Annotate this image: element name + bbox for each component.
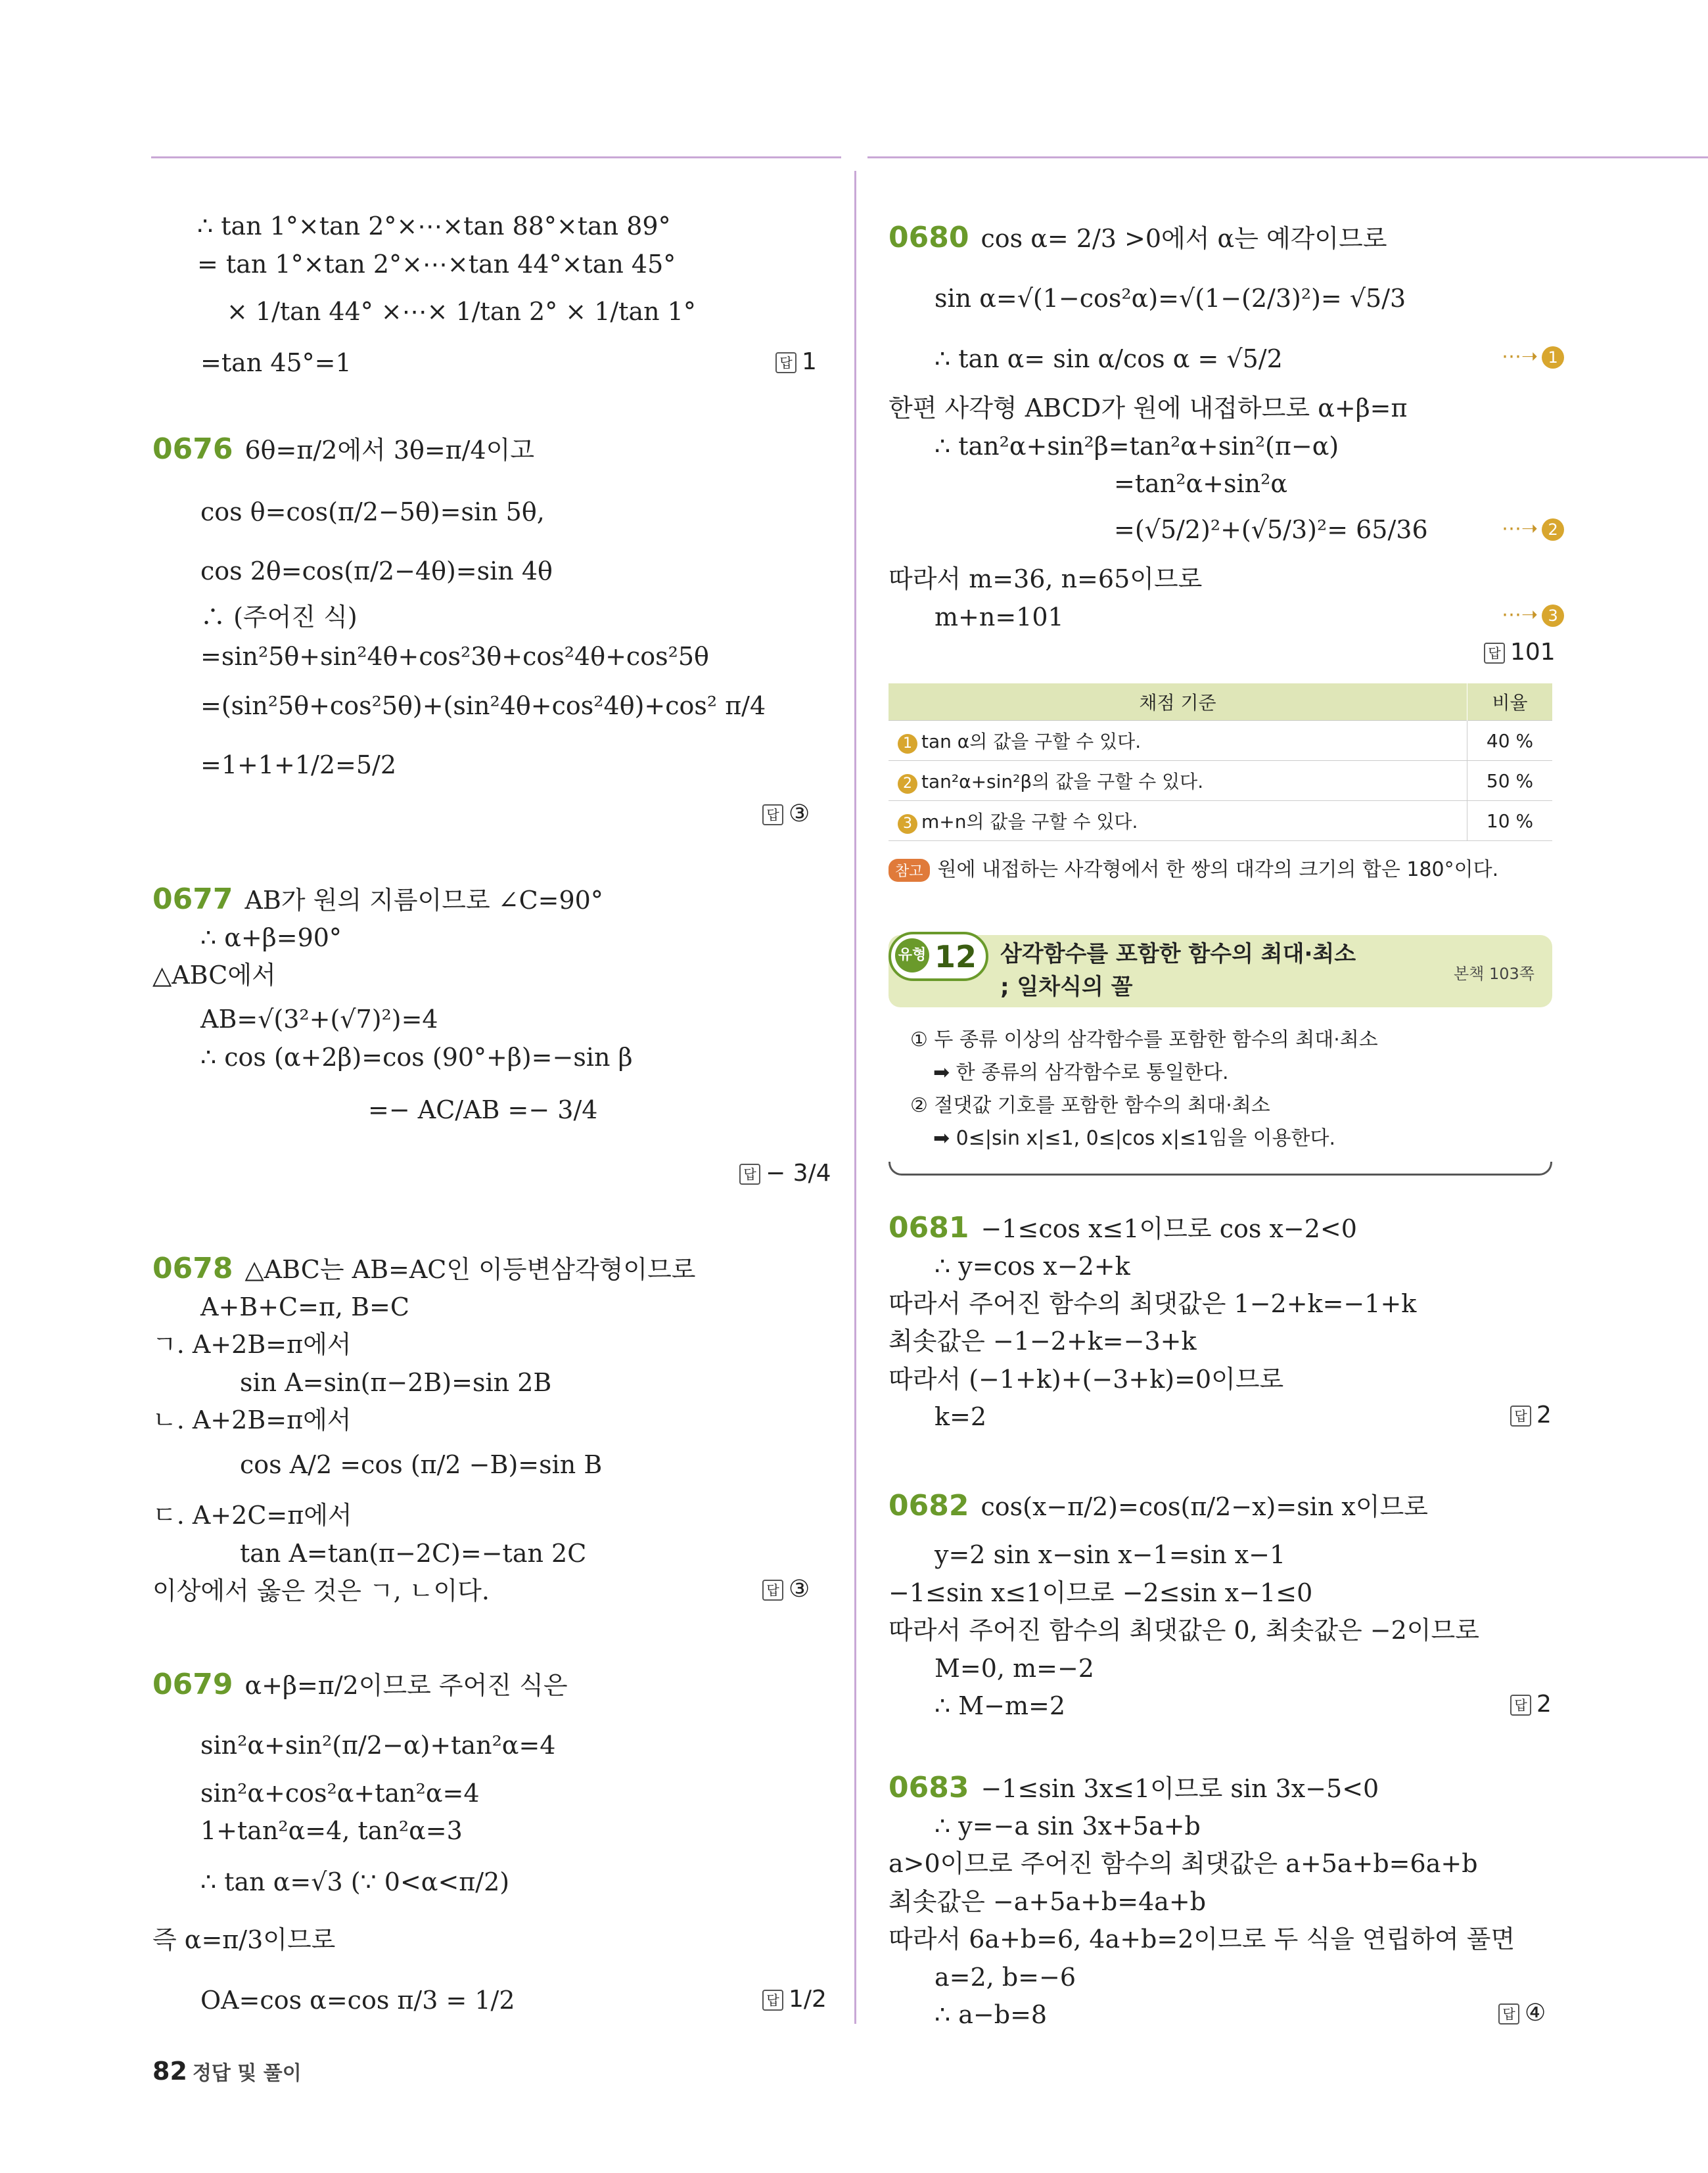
- grading-header-criteria: 채점 기준: [889, 683, 1467, 721]
- problem-number: 0678: [152, 1252, 233, 1285]
- math-line: 따라서 6a+b=6, 4a+b=2이므로 두 식을 연립하여 풀면: [889, 1925, 1515, 1954]
- math-line: ∴ α+β=90°: [200, 923, 342, 952]
- math-line: 따라서 (−1+k)+(−3+k)=0이므로: [889, 1365, 1284, 1394]
- math-line: 이상에서 옳은 것은 ㄱ, ㄴ이다.: [152, 1576, 490, 1605]
- answer-0677: 답 − 3/4: [739, 1160, 831, 1187]
- step-marker-3: ⋯➝ 3: [1502, 603, 1564, 627]
- answer-0683: 답 ④: [1498, 2000, 1546, 2026]
- type-tip-2: ➡ 한 종류의 삼각함수로 통일한다.: [933, 1061, 1229, 1084]
- step-number: 3: [898, 814, 917, 834]
- math-line: =− AC/AB =− 3/4: [368, 1095, 598, 1124]
- page-number: 82: [152, 2057, 187, 2086]
- grading-row: 2 tan²α+sin²β의 값을 구할 수 있다. 50 %: [889, 761, 1552, 801]
- answer-0682: 답 2: [1510, 1691, 1552, 1718]
- step-number: 2: [898, 774, 917, 794]
- problem-number: 0677: [152, 882, 233, 916]
- math-line: cos 2θ=cos(π/2−4θ)=sin 4θ: [200, 557, 553, 585]
- step-marker-1: ⋯➝ 1: [1502, 345, 1564, 369]
- math-line: sin α=√(1−cos²α)=√(1−(2/3)²)= √5/3: [935, 284, 1406, 313]
- math-line: 따라서 m=36, n=65이므로: [889, 564, 1203, 593]
- math-line: 따라서 주어진 함수의 최댓값은 0, 최솟값은 −2이므로: [889, 1616, 1479, 1645]
- column-divider: [854, 171, 856, 2024]
- math-line: ∴ y=cos x−2+k: [935, 1252, 1130, 1281]
- grading-header-ratio: 비율: [1467, 683, 1553, 721]
- math-line: ∴ a−b=8: [935, 2000, 1048, 2029]
- answer-0678: 답 ③: [762, 1576, 810, 1603]
- grading-row: 3 m+n의 값을 구할 수 있다. 10 %: [889, 801, 1552, 841]
- type-badge: 유형 12: [889, 932, 988, 981]
- type-title-2: ; 일차식의 꼴: [1000, 974, 1133, 1000]
- math-line: k=2: [935, 1402, 987, 1431]
- math-line: −1≤cos x≤1이므로 cos x−2<0: [981, 1214, 1357, 1243]
- math-line: ∴ y=−a sin 3x+5a+b: [935, 1812, 1201, 1841]
- math-line: =1+1+1/2=5/2: [200, 750, 397, 779]
- grading-row: 1 tan α의 값을 구할 수 있다. 40 %: [889, 721, 1552, 761]
- type-tip-3: ② 절댓값 기호를 포함한 함수의 최대·최소: [910, 1094, 1270, 1117]
- math-line: =tan²α+sin²α: [1114, 469, 1287, 498]
- math-line: △ABC에서: [152, 961, 276, 990]
- footer-title: 정답 및 풀이: [192, 2062, 302, 2085]
- math-line: ∴ (주어진 식): [200, 603, 358, 631]
- math-line: sin A=sin(π−2B)=sin 2B: [240, 1368, 552, 1397]
- math-line: ㄱ. A+2B=π에서: [152, 1330, 352, 1359]
- problem-number: 0676: [152, 432, 233, 466]
- math-line: m+n=101: [935, 603, 1064, 631]
- math-line: ∴ M−m=2: [935, 1691, 1066, 1720]
- math-line: y=2 sin x−sin x−1=sin x−1: [935, 1540, 1286, 1569]
- answer-0681: 답 2: [1510, 1402, 1552, 1429]
- math-line: ㄴ. A+2B=π에서: [152, 1406, 352, 1434]
- answer-0675: 답 1: [775, 348, 817, 375]
- answer-icon: 답: [762, 1580, 783, 1601]
- math-line: 최솟값은 −a+5a+b=4a+b: [889, 1887, 1207, 1916]
- math-line: ∴ tan 1°×tan 2°×⋯×tan 88°×tan 89°: [197, 212, 671, 240]
- math-line: α+β=π/2이므로 주어진 식은: [244, 1671, 568, 1700]
- math-line: a>0이므로 주어진 함수의 최댓값은 a+5a+b=6a+b: [889, 1849, 1478, 1878]
- math-line: tan A=tan(π−2C)=−tan 2C: [240, 1539, 587, 1568]
- math-line: a=2, b=−6: [935, 1963, 1076, 1992]
- math-line: cos(x−π/2)=cos(π/2−x)=sin x이므로: [981, 1492, 1428, 1521]
- math-line: OA=cos α=cos π/3 = 1/2: [200, 1986, 515, 2015]
- step-number: 1: [898, 734, 917, 754]
- type-reference: 본책 103쪽: [1454, 965, 1535, 983]
- page-footer: [152, 2057, 302, 2086]
- math-line: sin²α+cos²α+tan²α=4: [200, 1779, 480, 1808]
- math-line: =(√5/2)²+(√5/3)²= 65/36: [1114, 515, 1428, 544]
- answer-icon: 답: [739, 1164, 760, 1185]
- type-tip-1: ① 두 종류 이상의 삼각함수를 포함한 함수의 최대·최소: [910, 1028, 1378, 1051]
- math-line: =(sin²5θ+cos²5θ)+(sin²4θ+cos²4θ)+cos² π/4: [200, 691, 766, 720]
- math-line: = tan 1°×tan 2°×⋯×tan 44°×tan 45°: [197, 250, 676, 279]
- answer-icon: 답: [775, 352, 796, 373]
- reference-note: 참고 원에 내접하는 사각형에서 한 쌍의 대각의 크기의 합은 180°이다.: [889, 853, 1498, 882]
- tips-bracket: [889, 1162, 1552, 1176]
- math-line: AB=√(3²+(√7)²)=4: [200, 1005, 438, 1034]
- answer-0676: 답 ③: [762, 800, 810, 827]
- answer-icon: 답: [762, 804, 783, 825]
- problem-number: 0683: [889, 1771, 969, 1804]
- math-line: −1≤sin 3x≤1이므로 sin 3x−5<0: [981, 1774, 1379, 1803]
- math-line: ∴ tan α= sin α/cos α = √5/2: [935, 344, 1283, 373]
- math-line: 한편 사각형 ABCD가 원에 내접하므로 α+β=π: [889, 394, 1408, 423]
- math-line: 6θ=π/2에서 3θ=π/4이고: [244, 436, 535, 465]
- math-line: ∴ tan²α+sin²β=tan²α+sin²(π−α): [935, 432, 1339, 461]
- problem-number: 0682: [889, 1489, 969, 1522]
- grading-table: [889, 683, 1552, 841]
- answer-0679: 답 1/2: [762, 1986, 827, 2013]
- math-line: M=0, m=−2: [935, 1654, 1094, 1683]
- note-tag: 참고: [889, 859, 930, 882]
- math-line: =sin²5θ+sin²4θ+cos²3θ+cos²4θ+cos²5θ: [200, 642, 709, 671]
- problem-number: 0680: [889, 221, 969, 254]
- math-line: A+B+C=π, B=C: [200, 1292, 409, 1321]
- type-tip-4: ➡ 0≤|sin x|≤1, 0≤|cos x|≤1임을 이용한다.: [933, 1127, 1336, 1150]
- answer-icon: 답: [762, 1990, 783, 2011]
- math-line: 즉 α=π/3이므로: [152, 1925, 336, 1954]
- math-line: cos θ=cos(π/2−5θ)=sin 5θ,: [200, 497, 545, 526]
- math-line: −1≤sin x≤1이므로 −2≤sin x−1≤0: [889, 1578, 1313, 1607]
- math-line: 따라서 주어진 함수의 최댓값은 1−2+k=−1+k: [889, 1289, 1417, 1318]
- answer-icon: 답: [1498, 2003, 1519, 2024]
- math-line: sin²α+sin²(π/2−α)+tan²α=4: [200, 1731, 556, 1760]
- math-line: 1+tan²α=4, tan²α=3: [200, 1816, 463, 1845]
- math-line: ㄷ. A+2C=π에서: [152, 1501, 352, 1530]
- top-rule-left: [151, 156, 841, 158]
- math-line: △ABC는 AB=AC인 이등변삼각형이므로: [244, 1255, 696, 1284]
- math-line: 최솟값은 −1−2+k=−3+k: [889, 1327, 1197, 1356]
- problem-number: 0679: [152, 1668, 233, 1701]
- answer-0680: 답 101: [1484, 639, 1556, 666]
- math-line: ∴ cos (α+2β)=cos (90°+β)=−sin β: [200, 1043, 633, 1072]
- math-line: AB가 원의 지름이므로 ∠C=90°: [244, 886, 603, 915]
- answer-icon: 답: [1510, 1406, 1531, 1427]
- math-line: ∴ tan α=√3 (∵ 0<α<π/2): [200, 1867, 510, 1896]
- math-line: =tan 45°=1: [200, 348, 352, 377]
- problem-number: 0681: [889, 1211, 969, 1245]
- math-line: × 1/tan 44° ×⋯× 1/tan 2° × 1/tan 1°: [227, 297, 696, 326]
- step-marker-2: ⋯➝ 2: [1502, 517, 1564, 541]
- math-line: cos A/2 =cos (π/2 −B)=sin B: [240, 1450, 603, 1479]
- answer-icon: 답: [1484, 643, 1505, 664]
- answer-icon: 답: [1510, 1695, 1531, 1716]
- top-rule-right: [867, 156, 1708, 158]
- type-title-1: 삼각함수를 포함한 함수의 최대·최소: [1000, 941, 1356, 967]
- math-line: cos α= 2/3 >0에서 α는 예각이므로: [981, 224, 1387, 253]
